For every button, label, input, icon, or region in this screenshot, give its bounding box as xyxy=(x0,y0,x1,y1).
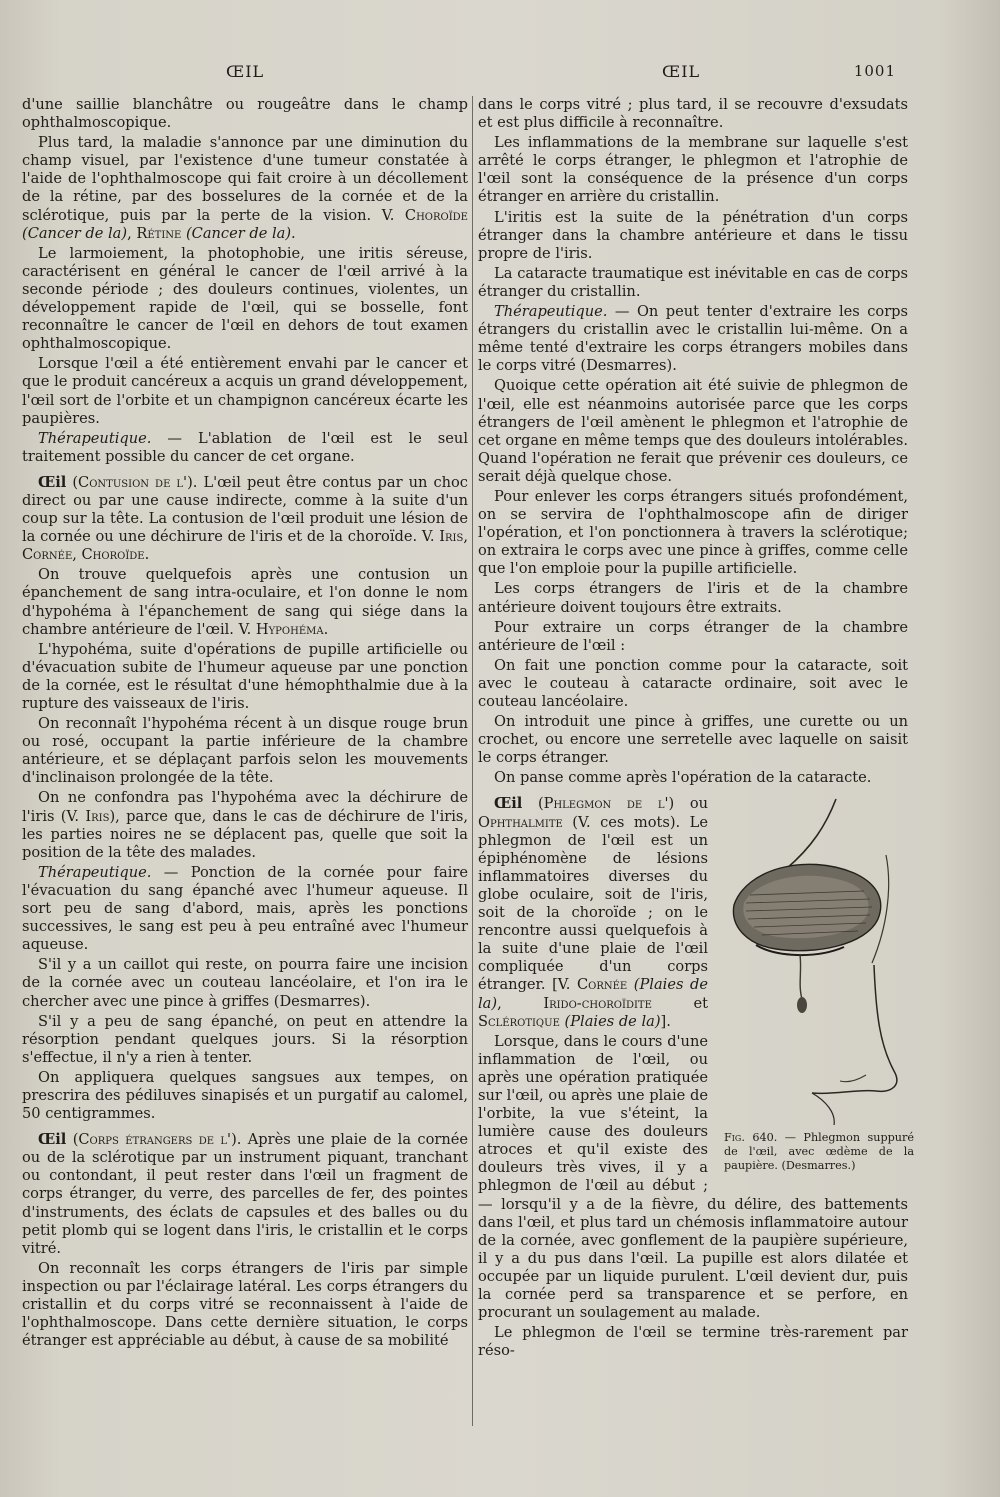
paragraph: On appliquera quelques sangsues aux tempes, on prescrira des pédiluves sinapisés et un purgatif au calomel, 50 centigrammes. xyxy=(22,1068,468,1123)
paragraph: S'il y a peu de sang épanché, on peut en attendre la résorption pendant quelques jours. Si la résorption s'effectue, il n'y a rien à tenter. xyxy=(22,1012,468,1066)
figure-640 xyxy=(716,795,912,1185)
running-head-left: ŒIL xyxy=(226,62,265,81)
paragraph: dans le corps vitré ; plus tard, il se recouvre d'exsudats et est plus difficile à reconnaître. xyxy=(478,96,908,132)
paragraph: Les corps étrangers de l'iris et de la chambre antérieure doivent toujours être extraits. xyxy=(478,580,908,616)
eye-illustration xyxy=(716,795,912,1125)
paragraph: d'une saillie blanchâtre ou rougeâtre dans le champ ophthalmoscopique. xyxy=(22,96,468,132)
left-column xyxy=(22,96,468,1352)
paragraph: On trouve quelquefois après une contusion un épanchement de sang intra-oculaire, et l'on donne le nom d'hypohéma à l'épanchement de sang qui siége dans la chambre antérieure de l'œil. V. Hypohéma. xyxy=(22,566,468,638)
entry-phlegmon: Œil (Phlegmon de l') ou Ophthalmite (V. ces mots). Le phlegmon de l'œil est un épiphénomène de lésions inflammatoires diverses du globe oculaire, soit de l'iris, soit de la choroïde ; on le rencontre aussi quelquefois à la suite d'une plaie de l'œil compliquée d'un corps étranger. [V. Cornée (Plaies de la), Irido-choroïdite et Sclérotique (Plaies de la)]. xyxy=(478,795,709,1030)
paragraph: Quoique cette opération ait été suivie de phlegmon de l'œil, elle est néanmoins autorisée parce que les corps étrangers de l'œil amènent le phlegmon et l'atrophie de cet organe en même temps que des douleurs intolérables. Quand l'opération ne ferait que prévenir ces douleurs, ce serait déjà quelque chose. xyxy=(478,377,908,485)
paragraph: Lorsque l'œil a été entièrement envahi par le cancer et que le produit cancéreux a acquis un grand développement, l'œil sort de l'orbite et un champignon cancéreux écarte les paupières. xyxy=(22,355,468,427)
paragraph: Thérapeutique. — On peut tenter d'extraire les corps étrangers du cristallin avec le cristallin lui-même. On a même tenté d'extraire les corps étrangers mobiles dans le corps vitré (Desmarres). xyxy=(478,303,908,375)
paragraph: L'hypohéma, suite d'opérations de pupille artificielle ou d'évacuation subite de l'humeur aqueuse par une ponction de la cornée, est le résultat d'une hémophthalmie due à la rupture des vaisseaux de l'iris. xyxy=(22,640,468,712)
paragraph: On reconnaît l'hypohéma récent à un disque rouge brun ou rosé, occupant la partie inférieure de la chambre antérieure, et se déplaçant parfois selon les mouvements d'inclinaison prolongée de la tête. xyxy=(22,715,468,787)
paragraph: Pour extraire un corps étranger de la chambre antérieure de l'œil : xyxy=(478,618,908,654)
entry-corps-etrangers: Œil (Corps étrangers de l'). Après une plaie de la cornée ou de la sclérotique par un instrument piquant, tranchant ou contondant, il peut rester dans l'œil un fragment de corps étranger, du verre, des parcelles de fer, des pointes d'instruments, des éclats de capsules et des balles ou du petit plomb qui se logent dans l'iris, le cristallin et le corps vitré. xyxy=(22,1131,469,1257)
paragraph: On ne confondra pas l'hypohéma avec la déchirure de l'iris (V. Iris), parce que, dans le cas de déchirure de l'iris, les parties noires ne se déplacent pas, quelle que soit la position de la tête des malades. xyxy=(22,789,469,861)
paragraph: L'iritis est la suite de la pénétration d'un corps étranger dans la chambre antérieure et dans le tissu propre de l'iris. xyxy=(478,208,908,262)
paragraph: On fait une ponction comme pour la cataracte, soit avec le couteau à cataracte ordinaire, soit avec le couteau lancéolaire. xyxy=(478,656,908,710)
paragraph: Le phlegmon de l'œil se termine très-rarement par réso- xyxy=(478,1324,908,1360)
paragraph: On panse comme après l'opération de la cataracte. xyxy=(494,769,872,787)
paragraph: Pour enlever les corps étrangers situés profondément, on se servira de l'ophthalmoscope afin de diriger l'opération, et l'on ponctionnera à travers la sclérotique; on extraira le corps avec une pince à griffes, comme celle que l'on emploie pour la pupille artificielle. xyxy=(478,487,908,578)
column-divider xyxy=(472,96,473,1426)
paragraph: Lorsque, dans le cours d'une inflammation de l'œil, ou après une opération pratiquée sur l'œil, ou après une plaie de l'orbite, la vue s'éteint, la lumière cause des douleurs atroces et qu'il existe des douleurs très vives, il y a phlegmon de l'œil au début ; — lorsqu'il y a de la fièvre, du délire, des battements dans l'œil, et plus tard un chémosis inflammatoire autour de la cornée, avec gonflement de la paupière supérieure, il y a du pus dans l'œil. La pupille est alors dilatée et occupée par un liquide purulent. L'œil devient dur, puis la cornée perd sa transparence et se perfore, en procurant un soulagement au malade. xyxy=(478,1032,908,1322)
paragraph: Le larmoiement, la photophobie, une iritis séreuse, caractérisent en général le cancer de l'œil arrivé à la seconde période ; des douleurs continues, violentes, un développement rapide de l'œil, qui se bosselle, font reconnaître le cancer de l'œil en dehors de tout examen ophthalmoscopique. xyxy=(22,244,468,353)
page-number: 1001 xyxy=(853,62,896,80)
paragraph: S'il y a un caillot qui reste, on pourra faire une incision de la cornée avec un couteau lancéolaire, et l'on ira le chercher avec une pince à griffes (Desmarres). xyxy=(22,956,468,1010)
running-head-center: ŒIL xyxy=(662,62,701,81)
paragraph: Les inflammations de la membrane sur laquelle s'est arrêté le corps étranger, le phlegmon et l'atrophie de l'œil sont la conséquence de la présence d'un corps étranger en arrière du cristallin. xyxy=(478,134,908,206)
paragraph: Thérapeutique. — L'ablation de l'œil est le seul traitement possible du cancer de cet organe. xyxy=(22,429,468,465)
running-head xyxy=(0,62,1000,86)
paragraph: Plus tard, la maladie s'annonce par une diminution du champ visuel, par l'existence d'une tumeur constatée à l'aide de l'ophthalmoscope qui fait croire à un décollement de la rétine, par des bosselures de la cornée et de la sclérotique, puis par la perte de la vision. V. Choroïde (Cancer de la), Rétine (Cancer de la). xyxy=(22,134,468,242)
right-column xyxy=(478,96,914,1362)
paragraph: Thérapeutique. — Ponction de la cornée pour faire l'évacuation du sang épanché avec l'humeur aqueuse. Il sort peu de sang d'abord, mais, après les ponctions successives, le sang est peu à peu entraîné avec l'humeur aqueuse. xyxy=(22,863,468,954)
entry-contusion: Œil (Contusion de l'). L'œil peut être contus par un choc direct ou par une cause indirecte, comme à la suite d'un coup sur la tête. La contusion de l'œil produit une lésion de la cornée ou une déchirure de l'iris et de la choroïde. V. Iris, Cornée, Choroïde. xyxy=(22,473,468,564)
paragraph: On introduit une pince à griffes, une curette ou un crochet, ou encore une serretelle avec laquelle on saisit le corps étranger. xyxy=(478,713,908,767)
paragraph: La cataracte traumatique est inévitable en cas de corps étranger du cristallin. xyxy=(478,264,908,300)
paragraph: On reconnaît les corps étrangers de l'iris par simple inspection ou par l'éclairage latéral. Les corps étrangers du cristallin et du corps vitré se reconnaissent à l'aide de l'ophthalmoscope. Dans cette dernière situation, le corps étranger est appréciable au début, à cause de sa mobilité xyxy=(22,1259,468,1350)
figure-caption: Fig. 640. — Phlegmon suppuré de l'œil, avec œdème de la paupière. (Desmarres.) xyxy=(724,1131,914,1173)
